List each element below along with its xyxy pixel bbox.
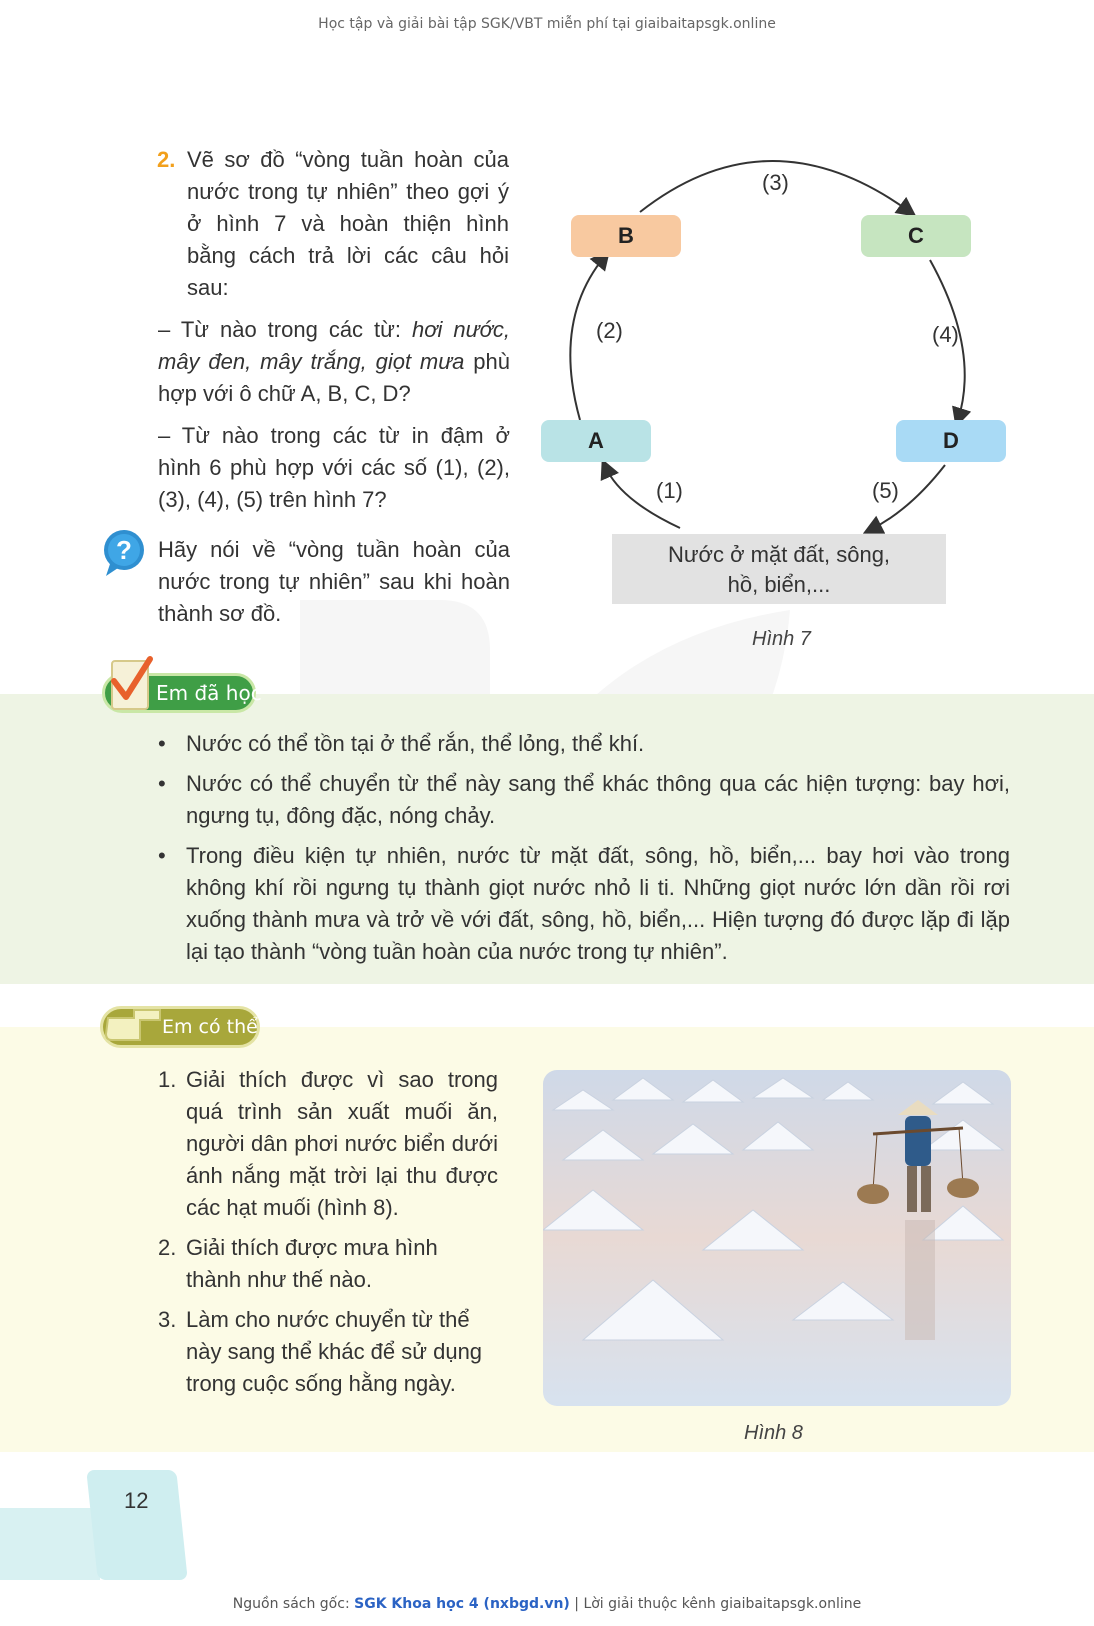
learned-list xyxy=(158,728,1010,976)
can-do-num: 3. xyxy=(158,1307,177,1332)
footer xyxy=(0,1596,1094,1612)
can-do-num: 1. xyxy=(158,1067,177,1092)
checkmark-book-icon xyxy=(108,655,156,713)
can-do-item xyxy=(158,1304,498,1400)
footer-source-link[interactable]: SGK Khoa học 4 (nxbgd.vn) xyxy=(354,1596,570,1612)
question-sub2: – Từ nào trong các từ in đậm ở hình 6 phù hợp với các số (1), (2), (3), (4), (5) trên hình 7? xyxy=(158,423,510,512)
label-2: (2) xyxy=(596,318,623,343)
learned-tag-label: Em đã học xyxy=(156,681,262,705)
learned-item: • Nước có thể chuyển từ thể này sang thể khác thông qua các hiện tượng: bay hơi, ngưng tụ, đông đặc, nóng chảy. xyxy=(158,768,1010,832)
label-5: (5) xyxy=(872,478,899,503)
salt-field-illustration xyxy=(543,1070,1011,1406)
can-do-text: Làm cho nước chuyển từ thể này sang thể khác để sử dụng trong cuộc sống hằng ngày. xyxy=(186,1307,483,1396)
ground-water-box xyxy=(612,534,946,604)
question-bubble-icon xyxy=(100,528,150,578)
box-b: B xyxy=(571,215,681,257)
learned-item: • Nước có thể tồn tại ở thể rắn, thể lỏng, thể khí. xyxy=(158,728,1010,760)
question-sub1 xyxy=(158,314,510,410)
can-do-list xyxy=(158,1064,498,1400)
can-do-tag-label: Em có thể xyxy=(162,1016,258,1038)
footer-prefix: Nguồn sách gốc: xyxy=(232,1596,355,1612)
page-tab xyxy=(86,1470,188,1580)
can-do-item xyxy=(158,1064,498,1224)
box-c: C xyxy=(861,215,971,257)
discussion-text: Hãy nói về “vòng tuần hoàn của nước trong tự nhiên” sau khi hoàn thành sơ đồ. xyxy=(158,537,510,626)
page-number: 12 xyxy=(124,1488,149,1513)
question-glyph: ? xyxy=(116,535,132,565)
label-3: (3) xyxy=(762,170,789,195)
can-do-text: Giải thích được vì sao trong quá trình sản xuất muối ăn, người dân phơi nước biển dưới ánh nắng mặt trời lại thu được các hạt muối (hình 8). xyxy=(186,1067,498,1220)
box-d: D xyxy=(896,420,1006,462)
label-4: (4) xyxy=(932,322,959,347)
can-do-num: 2. xyxy=(158,1235,177,1260)
salt-field-photo xyxy=(543,1070,1011,1406)
can-do-text: Giải thích được mưa hình thành như thế nào. xyxy=(186,1235,438,1292)
page-tab-decoration xyxy=(0,1508,100,1580)
ground-line-2: hồ, biển,... xyxy=(727,572,831,597)
box-a: A xyxy=(541,420,651,462)
sub1-italic: hơi nước, mây đen, mây trắng, giọt mưa xyxy=(158,317,511,374)
sub1-prefix: – Từ nào trong các từ: xyxy=(158,317,412,342)
question-number: 2. xyxy=(157,147,176,172)
figure-7-caption: Hình 7 xyxy=(752,628,811,650)
figure-8-caption: Hình 8 xyxy=(744,1422,803,1444)
sub1-suffix: phù hợp với ô chữ A, B, C, D? xyxy=(158,349,510,406)
question-text: Vẽ sơ đồ “vòng tuần hoàn của nước trong tự nhiên” theo gợi ý ở hình 7 và hoàn thiện hình bằng cách trả lời các câu hỏi sau: xyxy=(187,147,509,300)
label-1: (1) xyxy=(656,478,683,503)
can-do-item xyxy=(158,1232,498,1296)
footer-suffix: | Lời giải thuộc kênh giaibaitapsgk.online xyxy=(569,1596,862,1612)
cycle-arrows xyxy=(560,150,1000,550)
header-text: Học tập và giải bài tập SGK/VBT miễn phí tại giaibaitapsgk.online xyxy=(318,16,776,32)
ground-line-1: Nước ở mặt đất, sông, xyxy=(667,542,891,567)
learned-item: • Trong điều kiện tự nhiên, nước từ mặt đất, sông, hồ, biển,... bay hơi vào trong không khí rồi ngưng tụ thành giọt nước nhỏ li ti. Những giọt nước lớn dần rồi rơi xuống thành mưa và trở về với đất, sông, hồ, biển,... Hiện tượng đó được lặp đi lặp lại tạo thành “vòng tuần hoàn của nước trong tự nhiên”. xyxy=(158,840,1010,968)
pointing-hand-icon xyxy=(104,1000,164,1050)
